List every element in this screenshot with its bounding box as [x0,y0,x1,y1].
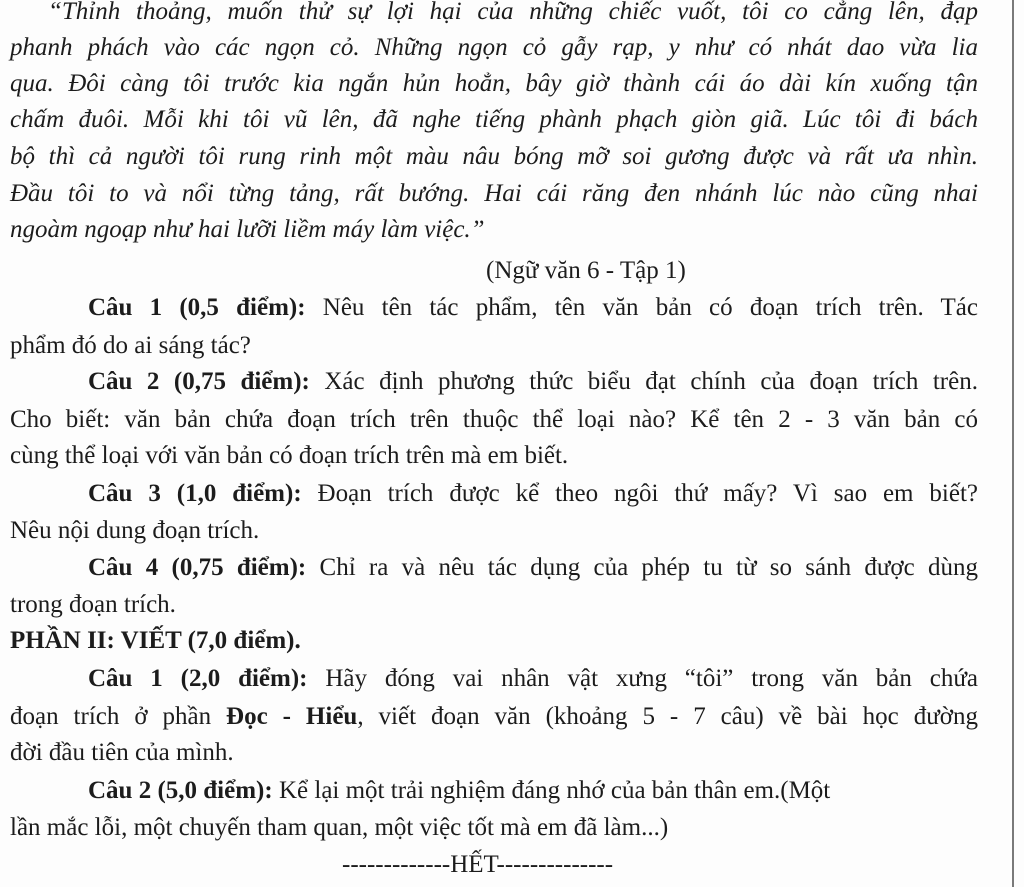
question-3-line-1 [88,479,978,509]
passage-line-6: Đầu tôi to và nổi từng tảng, rất bướng. Hai cái răng đen nhánh lúc nào cũng nhai [10,180,978,207]
question-3-line-2: Nêu nội dung đoạn trích. [10,517,260,544]
question-1-line-2: phẩm đó do ai sáng tác? [10,332,251,359]
question-2-line-2: Cho biết: văn bản chứa đoạn trích trên thuộc thể loại nào? Kể tên 2 - 3 văn bản có [10,406,978,433]
question-3-text: Đoạn trích được kể theo ngôi thứ mấy? Vì sao em biết? [301,480,978,507]
part-2-heading: PHẦN II: VIẾT (7,0 điểm). [10,627,301,654]
passage-line-3: qua. Đôi càng tôi trước kia ngắn hủn hoẳn, bây giờ thành cái áo dài kín xuống tận [10,70,978,97]
passage-line-1: “Thỉnh thoảng, muốn thử sự lợi hại của những chiếc vuốt, tôi co cẳng lên, đạp [48,0,978,25]
end-marker: -------------HẾT-------------- [342,851,614,878]
passage-line-5: bộ thì cả người tôi rung rinh một màu nâu bóng mỡ soi gương được và rất ưa nhìn. [10,143,978,170]
writing-task-1-line-3: đời đầu tiên của mình. [10,739,234,766]
question-3-label: Câu 3 (1,0 điểm): [88,480,302,507]
writing-task-1-line-2: đoạn trích ở phần Đọc - Hiểu, viết đoạn văn (khoảng 5 - 7 câu) về bài học đường [10,703,978,730]
writing-task-2-line-1 [88,776,978,806]
writing-task-2-line-2: lần mắc lỗi, một chuyến tham quan, một việc tốt mà em đã làm...) [10,814,669,841]
question-1-text: Nêu tên tác phẩm, tên văn bản có đoạn trích trên. Tác [305,294,978,321]
question-4-text: Chỉ ra và nêu tác dụng của phép tu từ so sánh được dùng [306,554,978,581]
question-1-line-1 [88,293,978,323]
passage-line-4: chấm đuôi. Mỗi khi tôi vũ lên, đã nghe tiếng phành phạch giòn giã. Lúc tôi đi bách [10,106,978,133]
passage-line-2: phanh phách vào các ngọn cỏ. Những ngọn cỏ gẫy rạp, y như có nhát dao vừa lia [10,34,978,61]
writing-task-1-line-1 [88,664,978,694]
writing-task-2-label: Câu 2 (5,0 điểm): [88,777,273,804]
question-1-label: Câu 1 (0,5 điểm): [88,294,306,321]
question-2-line-3: cùng thể loại với văn bản có đoạn trích trên mà em biết. [10,442,569,469]
passage-source: (Ngữ văn 6 - Tập 1) [486,257,686,284]
writing-task-2-text: Kể lại một trải nghiệm đáng nhớ của bản thân em.(Một [272,777,831,804]
question-4-line-1 [88,553,978,583]
writing-task-1-label: Câu 1 (2,0 điểm): [88,665,308,692]
question-4-line-2: trong đoạn trích. [10,591,176,618]
question-2-label: Câu 2 (0,75 điểm): [88,368,310,395]
page-edge-divider [1012,0,1014,887]
writing-task-1-text: Hãy đóng vai nhân vật xưng “tôi” trong văn bản chứa [307,665,978,692]
passage-line-7: ngoàm ngoạp như hai lưỡi liềm máy làm việc.” [10,216,485,243]
question-4-label: Câu 4 (0,75 điểm): [88,554,307,581]
doc-hieu-reference: Đọc - Hiểu [226,703,358,730]
question-2-line-1 [88,367,978,397]
question-2-text: Xác định phương thức biểu đạt chính của đoạn trích trên. [309,368,978,395]
